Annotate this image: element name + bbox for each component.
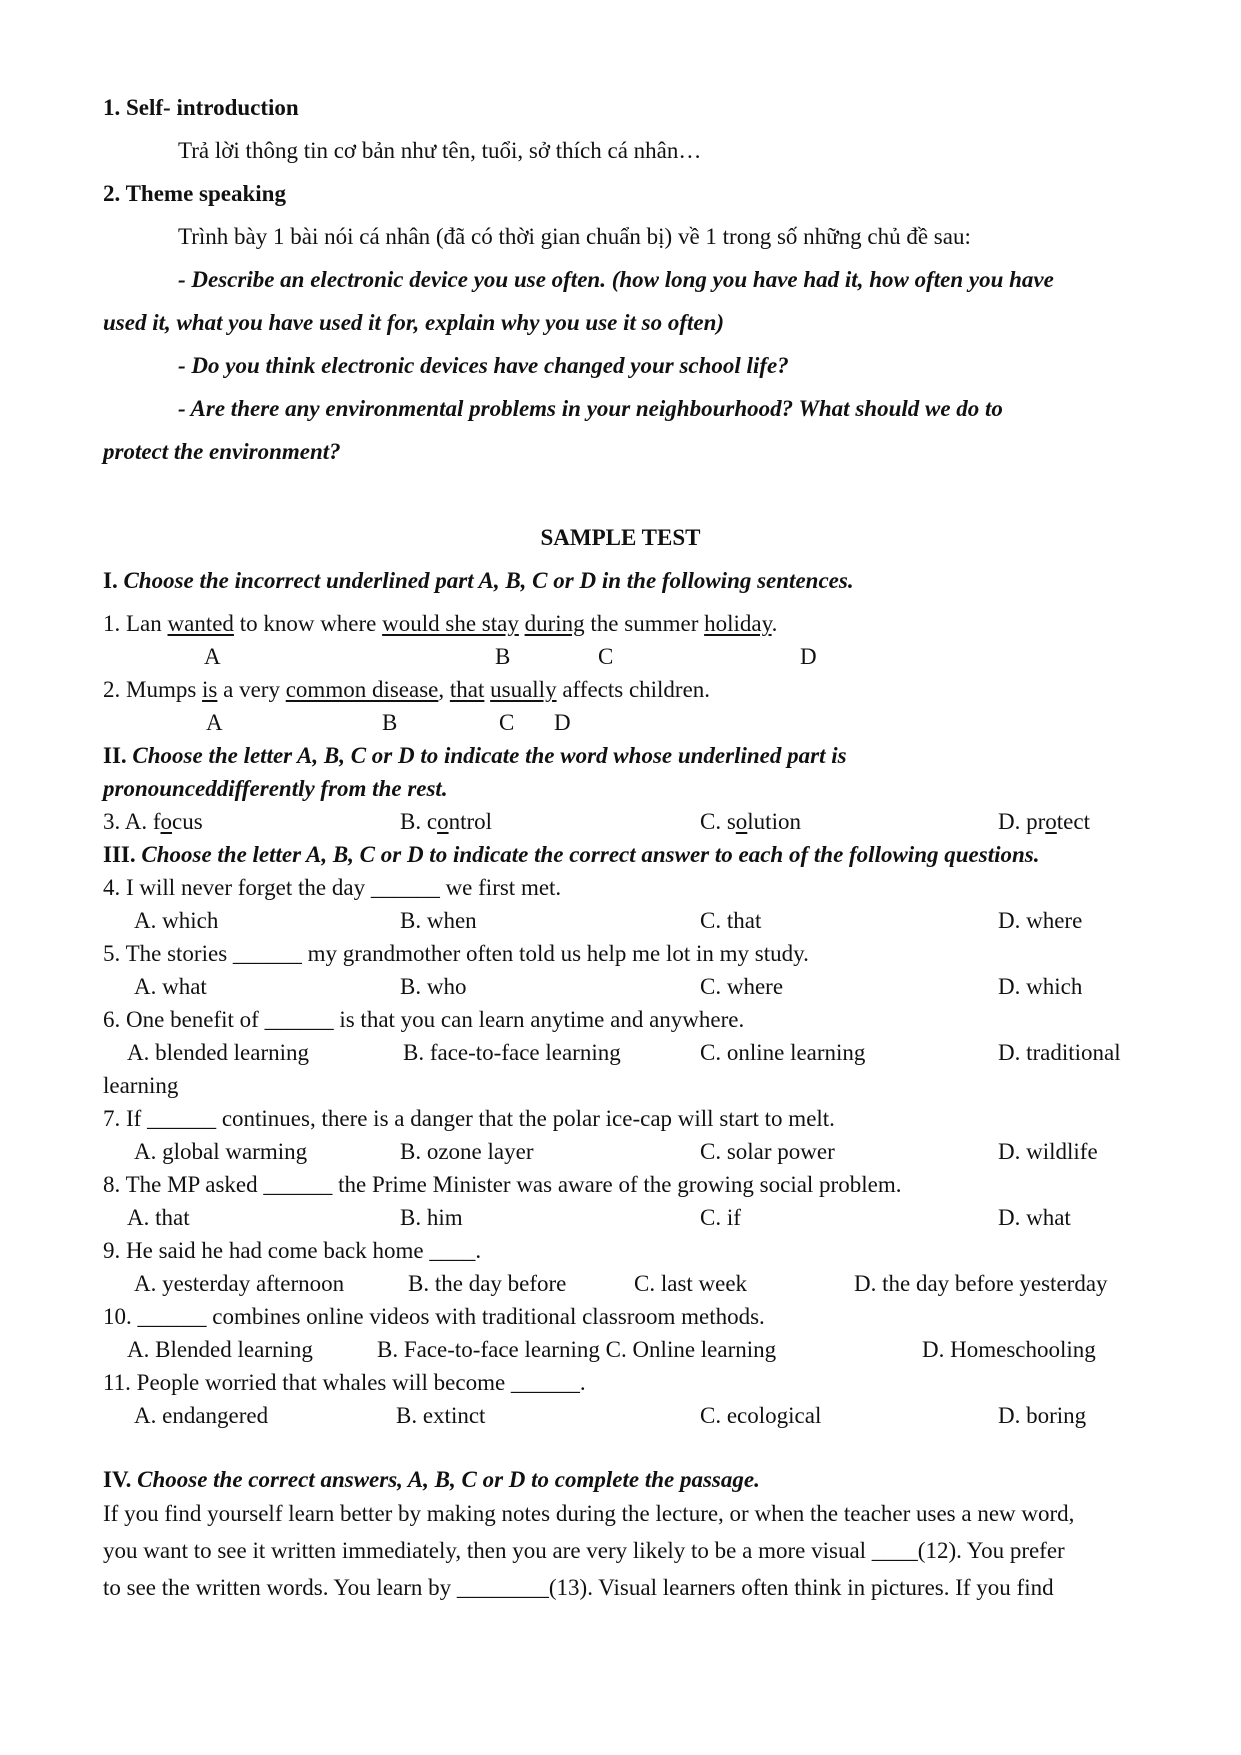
- q9-option-b: B. the day before: [408, 1271, 567, 1296]
- q6-stem: 6. One benefit of ______ is that you can learn anytime and anywhere.: [103, 1007, 745, 1032]
- q9-option-c: C. last week: [634, 1271, 748, 1296]
- q9-option-d: D. the day before yesterday: [854, 1271, 1108, 1296]
- q3-a-text: 3. A. f: [103, 809, 161, 834]
- section-4-title: Choose the correct answers, A, B, C or D to complete the passage.: [137, 1467, 760, 1492]
- q3-c-underlined: o: [735, 809, 748, 834]
- section-4-heading: [103, 1466, 760, 1494]
- q2-text: affects children.: [556, 677, 711, 702]
- q3-b-text: ntrol: [448, 809, 493, 834]
- q11-stem: 11. People worried that whales will become ______.: [103, 1370, 586, 1395]
- section-1-number: I.: [103, 568, 118, 593]
- section-2-number: II.: [103, 743, 127, 768]
- self-introduction-text: Trả lời thông tin cơ bản như tên, tuổi, sở thích cá nhân…: [178, 138, 702, 163]
- q5-stem: 5. The stories ______ my grandmother often told us help me lot in my study.: [103, 941, 809, 966]
- q1-underlined-a: wanted: [167, 611, 234, 636]
- q3-c-text: lution: [747, 809, 801, 834]
- q1-text: .: [771, 611, 778, 636]
- q3-option-b: [400, 808, 492, 836]
- q2-text: a very: [217, 677, 286, 702]
- self-introduction-heading: 1. Self- introduction: [103, 95, 299, 120]
- q3-c-text: C. s: [700, 809, 736, 834]
- q8-option-c: C. if: [700, 1205, 741, 1230]
- q6-option-c: C. online learning: [700, 1040, 866, 1065]
- q2-label-a: A: [206, 710, 223, 735]
- q1-underlined-b: would she stay: [382, 611, 519, 636]
- section-3-title: Choose the letter A, B, C or D to indicate the correct answer to each of the following questions.: [141, 842, 1040, 867]
- q5-option-b: B. who: [400, 974, 467, 999]
- q1-label-c: C: [598, 644, 614, 669]
- q10-option-a: A. Blended learning: [127, 1337, 313, 1362]
- topic-3-line-1: - Are there any environmental problems in your neighbourhood? What should we do to: [178, 396, 1003, 421]
- q4-option-c: C. that: [700, 908, 762, 933]
- q3-a-underlined: o: [160, 809, 172, 834]
- section-2-heading: [103, 742, 847, 770]
- q7-option-d: D. wildlife: [998, 1139, 1098, 1164]
- q3-option-c: [700, 808, 801, 836]
- q1-text: 1. Lan: [103, 611, 168, 636]
- q10-option-b-c: B. Face-to-face learning C. Online learning: [377, 1337, 777, 1362]
- topic-1-line-2: used it, what you have used it for, explain why you use it so often): [103, 310, 725, 335]
- q8-option-a: A. that: [127, 1205, 190, 1230]
- q3-d-text: D. pr: [998, 809, 1046, 834]
- q2-text: 2. Mumps: [103, 677, 203, 702]
- q5-option-a: A. what: [134, 974, 207, 999]
- q11-option-c: C. ecological: [700, 1403, 822, 1428]
- q3-a-text: cus: [172, 809, 203, 834]
- theme-speaking-intro: Trình bày 1 bài nói cá nhân (đã có thời gian chuẩn bị) về 1 trong số những chủ đề sau:: [178, 224, 971, 249]
- q2-underlined-a: is: [202, 677, 218, 702]
- question-2: [103, 676, 710, 704]
- q2-label-d: D: [554, 710, 571, 735]
- q9-option-a: A. yesterday afternoon: [134, 1271, 345, 1296]
- q2-label-c: C: [499, 710, 515, 735]
- q5-option-d: D. which: [998, 974, 1083, 999]
- q6-option-b: B. face-to-face learning: [403, 1040, 621, 1065]
- q8-option-d: D. what: [998, 1205, 1071, 1230]
- topic-2: - Do you think electronic devices have changed your school life?: [178, 353, 789, 378]
- question-1: [103, 610, 777, 638]
- q11-option-a: A. endangered: [134, 1403, 269, 1428]
- q3-option-a: [103, 808, 203, 836]
- q9-stem: 9. He said he had come back home ____.: [103, 1238, 482, 1263]
- section-1-heading: [103, 567, 854, 595]
- q1-label-a: A: [204, 644, 221, 669]
- q3-b-text: B. c: [400, 809, 438, 834]
- q10-stem: 10. ______ combines online videos with traditional classroom methods.: [103, 1304, 765, 1329]
- q1-underlined-c: during: [524, 611, 585, 636]
- q1-label-d: D: [800, 644, 817, 669]
- section-1-title: Choose the incorrect underlined part A, B, C or D in the following sentences.: [123, 568, 854, 593]
- q11-option-b: B. extinct: [396, 1403, 486, 1428]
- q2-underlined-d: usually: [490, 677, 557, 702]
- q4-option-b: B. when: [400, 908, 477, 933]
- q3-d-text: tect: [1056, 809, 1090, 834]
- q10-option-d: D. Homeschooling: [922, 1337, 1096, 1362]
- q2-text: ,: [438, 677, 450, 702]
- q4-option-a: A. which: [134, 908, 219, 933]
- q5-option-c: C. where: [700, 974, 784, 999]
- q3-d-underlined: o: [1045, 809, 1057, 834]
- section-3-heading: [103, 841, 1039, 869]
- q7-option-a: A. global warming: [134, 1139, 308, 1164]
- topic-1-line-1: - Describe an electronic device you use often. (how long you have had it, how often you have: [178, 267, 1054, 292]
- q3-option-d: [998, 808, 1090, 836]
- theme-speaking-heading: 2. Theme speaking: [103, 181, 286, 206]
- q6-option-d-continued: learning: [103, 1073, 179, 1098]
- q3-b-underlined: o: [437, 809, 449, 834]
- q2-label-b: B: [382, 710, 398, 735]
- q6-option-a: A. blended learning: [127, 1040, 310, 1065]
- section-3-number: III.: [103, 842, 136, 867]
- q7-stem: 7. If ______ continues, there is a danger that the polar ice-cap will start to melt.: [103, 1106, 835, 1131]
- q6-option-d: D. traditional: [998, 1040, 1121, 1065]
- q7-option-c: C. solar power: [700, 1139, 835, 1164]
- q1-text: to know where: [233, 611, 383, 636]
- section-4-number: IV.: [103, 1467, 132, 1492]
- q8-option-b: B. him: [400, 1205, 463, 1230]
- passage-line-1: If you find yourself learn better by making notes during the lecture, or when the teacher uses a new word,: [103, 1501, 1075, 1526]
- q11-option-d: D. boring: [998, 1403, 1087, 1428]
- q1-underlined-d: holiday: [704, 611, 772, 636]
- q2-underlined-b: common disease: [285, 677, 439, 702]
- q1-label-b: B: [495, 644, 511, 669]
- q1-text: the summer: [584, 611, 705, 636]
- topic-3-line-2: protect the environment?: [103, 439, 341, 464]
- sample-test-title: SAMPLE TEST: [540, 525, 701, 550]
- q2-underlined-c: that: [449, 677, 485, 702]
- q4-stem: 4. I will never forget the day ______ we first met.: [103, 875, 562, 900]
- q8-stem: 8. The MP asked ______ the Prime Minister was aware of the growing social problem.: [103, 1172, 902, 1197]
- passage-line-3: to see the written words. You learn by ________(13). Visual learners often think in pictures. If you find: [103, 1575, 1054, 1600]
- section-2-title: Choose the letter A, B, C or D to indicate the word whose underlined part is: [132, 743, 847, 768]
- q4-option-d: D. where: [998, 908, 1083, 933]
- section-2-title-line-2: pronounceddifferently from the rest.: [103, 776, 448, 801]
- passage-line-2: you want to see it written immediately, then you are very likely to be a more visual ____(12). You prefer: [103, 1538, 1065, 1563]
- q7-option-b: B. ozone layer: [400, 1139, 534, 1164]
